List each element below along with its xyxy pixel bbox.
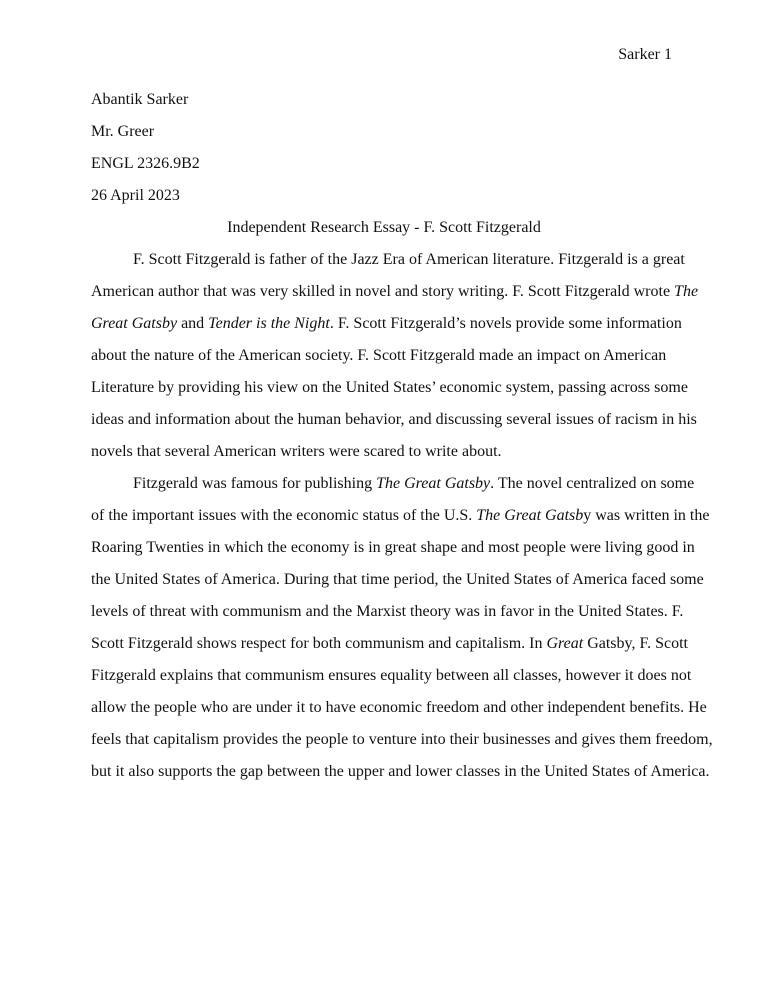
text-run: Fitzgerald was famous for publishing	[133, 475, 377, 492]
text-run: and	[177, 315, 209, 332]
text-run: the United States of America. During that time period, the United States of America faced some	[91, 571, 704, 588]
text-line	[91, 634, 688, 666]
text-line	[91, 730, 713, 762]
text-run: about the nature of the American society. F. Scott Fitzgerald made an impact on American	[91, 347, 667, 364]
text-run: Literature by providing his view on the United States’ economic system, passing across some	[91, 379, 688, 396]
text-run: Fitzgerald explains that communism ensures equality between all classes, however it does not	[91, 667, 692, 684]
text-line	[91, 250, 685, 282]
text-run: of the important issues with the economic status of the U.S.	[91, 507, 477, 524]
text-line	[91, 666, 692, 698]
text-run: . F. Scott Fitzgerald’s novels provide some information	[329, 315, 682, 332]
text-line	[91, 538, 695, 570]
text-line	[91, 570, 704, 602]
text-run: levels of threat with communism and the Marxist theory was in favor in the United States. F.	[91, 603, 684, 620]
text-run: Scott Fitzgerald shows respect for both communism and capitalism. In	[91, 635, 547, 652]
essay-body	[91, 250, 713, 794]
instructor-name: Mr. Greer	[91, 123, 155, 140]
book-title-italic: The	[674, 283, 699, 300]
book-title-italic: The Great Gatsb	[476, 507, 584, 524]
text-line	[91, 506, 710, 538]
text-line	[91, 698, 707, 730]
text-run: F. Scott Fitzgerald is father of the Jazz Era of American literature. Fitzgerald is a great	[133, 251, 685, 268]
paragraph-2	[91, 474, 713, 794]
essay-title: Independent Research Essay - F. Scott Fitzgerald	[227, 219, 541, 236]
text-line	[91, 314, 681, 346]
text-run: feels that capitalism provides the people to venture into their businesses and gives them freedom,	[91, 731, 713, 748]
text-run: novels that several American writers were scared to write about.	[91, 443, 502, 460]
course-code: ENGL 2326.9B2	[91, 155, 200, 172]
text-line	[91, 282, 699, 314]
text-run: American author that was very skilled in novel and story writing. F. Scott Fitzgerald wrote	[91, 283, 675, 300]
essay-date: 26 April 2023	[91, 187, 180, 204]
text-line	[91, 762, 710, 794]
text-line	[91, 442, 681, 474]
text-run: ideas and information about the human behavior, and discussing several issues of racism in his	[91, 411, 697, 428]
text-line	[91, 474, 695, 506]
text-line	[91, 410, 697, 442]
text-line	[91, 346, 681, 378]
book-title-italic: Great	[546, 635, 584, 652]
text-run: . The novel centralized on some	[490, 475, 695, 492]
text-line	[91, 378, 688, 410]
student-name: Abantik Sarker	[91, 91, 189, 108]
text-run: allow the people who are under it to have economic freedom and other independent benefits. He	[91, 699, 707, 716]
paragraph-1	[91, 250, 699, 474]
running-head: Sarker 1	[618, 46, 672, 63]
text-run: y was written in the	[583, 507, 710, 524]
text-run: Roaring Twenties in which the economy is in great shape and most people were living good in	[91, 539, 695, 556]
book-title-italic: The Great Gatsby	[376, 475, 491, 492]
book-title-italic: Great Gatsby	[91, 315, 178, 332]
text-run: Gatsby, F. Scott	[583, 635, 688, 652]
book-title-italic: Tender is the Night	[208, 315, 330, 332]
text-run: but it also supports the gap between the upper and lower classes in the United States of America.	[91, 763, 710, 780]
text-line	[91, 602, 684, 634]
mla-heading	[91, 90, 200, 218]
